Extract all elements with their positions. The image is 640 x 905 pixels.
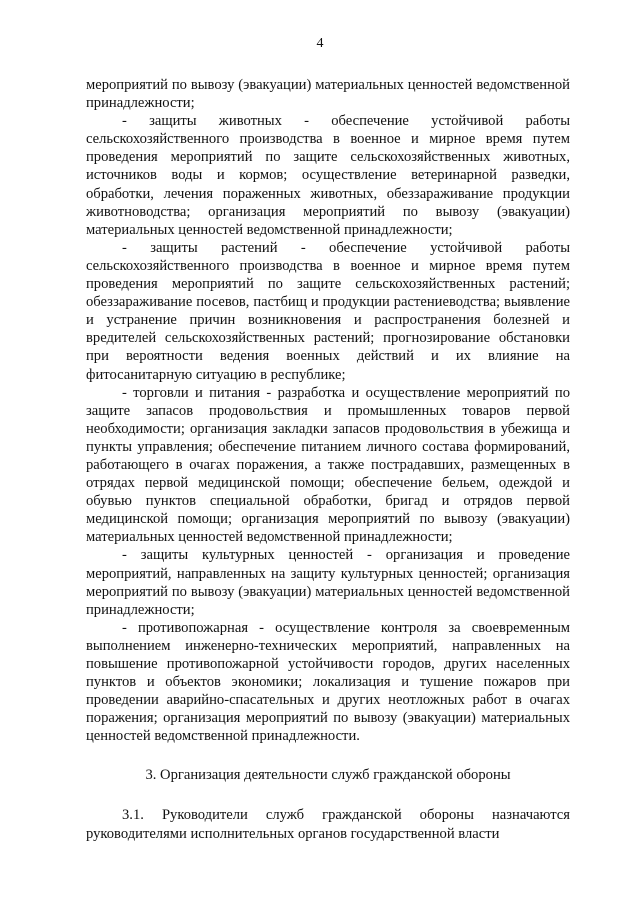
paragraph-animal-protection: - защиты животных - обеспечение устойчивой работы сельскохозяйственного производства в военное и мирное время путем проведения мероприятий по защите сельскохозяйственных животных, источников воды и кормов; осуществление ветеринарной разведки, обработки, лечения пораженных животных, обеззараживание продукции животноводства; организация мероприятий по вывозу (эвакуации) материальных ценностей ведомственной принадлежности; [86,113,570,238]
document-body [86,76,570,843]
section-heading: 3. Организация деятельности служб гражданской обороны [145,767,511,784]
paragraph-fire-protection: - противопожарная - осуществление контроля за своевременным выполнением инженерно-технических мероприятий, направленных на повышение противопожарной устойчивости городов, других населенных пунктов и объектов экономики; локализация и тушение пожаров при проведении аварийно-спасательных и других неотложных работ в очагах поражения; организация мероприятий по вывозу (эвакуации) материальных ценностей ведомственной принадлежности. [86,619,570,745]
paragraph-trade-and-food: - торговли и питания - разработка и осуществление мероприятий по защите запасов продовольствия и промышленных товаров первой необходимости; организация закладки запасов продовольствия в убежища и пункты управления; обеспечение питанием личного состава формирований, работающего в очагах поражения, а также пострадавших, размещенных в отрядах первой медицинской помощи; обеспечение бельем, одеждой и обувью пунктов специальной обработки, бригад и отрядов первой медицинской помощи; организация мероприятий по вывозу (эвакуации) материальных ценностей ведомственной принадлежности; [86,384,570,546]
paragraph-plant-protection: - защиты растений - обеспечение устойчивой работы сельскохозяйственного производства в военное и мирное время путем проведения мероприятий по защите сельскохозяйственных растений; обеззараживание посевов, пастбищ и продукции растениеводства; выявление и устранение причин возникновения и распространения болезней и вредителей сельскохозяйственных растений; прогнозирование обстановки при вероятности ведения военных действий и их влияние на фитосанитарную ситуацию в республике; [86,239,570,383]
paragraph-section-3-1: 3.1. Руководители служб гражданской обороны назначаются руководителями исполнительных органов государственной власти [86,807,570,842]
paragraph-cultural-values: - защиты культурных ценностей - организация и проведение мероприятий, направленных на защиту культурных ценностей; организация мероприятий по вывозу (эвакуации) материальных ценностей ведомственной принадлежности; [86,547,570,618]
paragraph-evacuation-continuation: мероприятий по вывозу (эвакуации) материальных ценностей ведомственной принадлежности; [86,77,570,112]
page-number: 4 [316,36,324,51]
